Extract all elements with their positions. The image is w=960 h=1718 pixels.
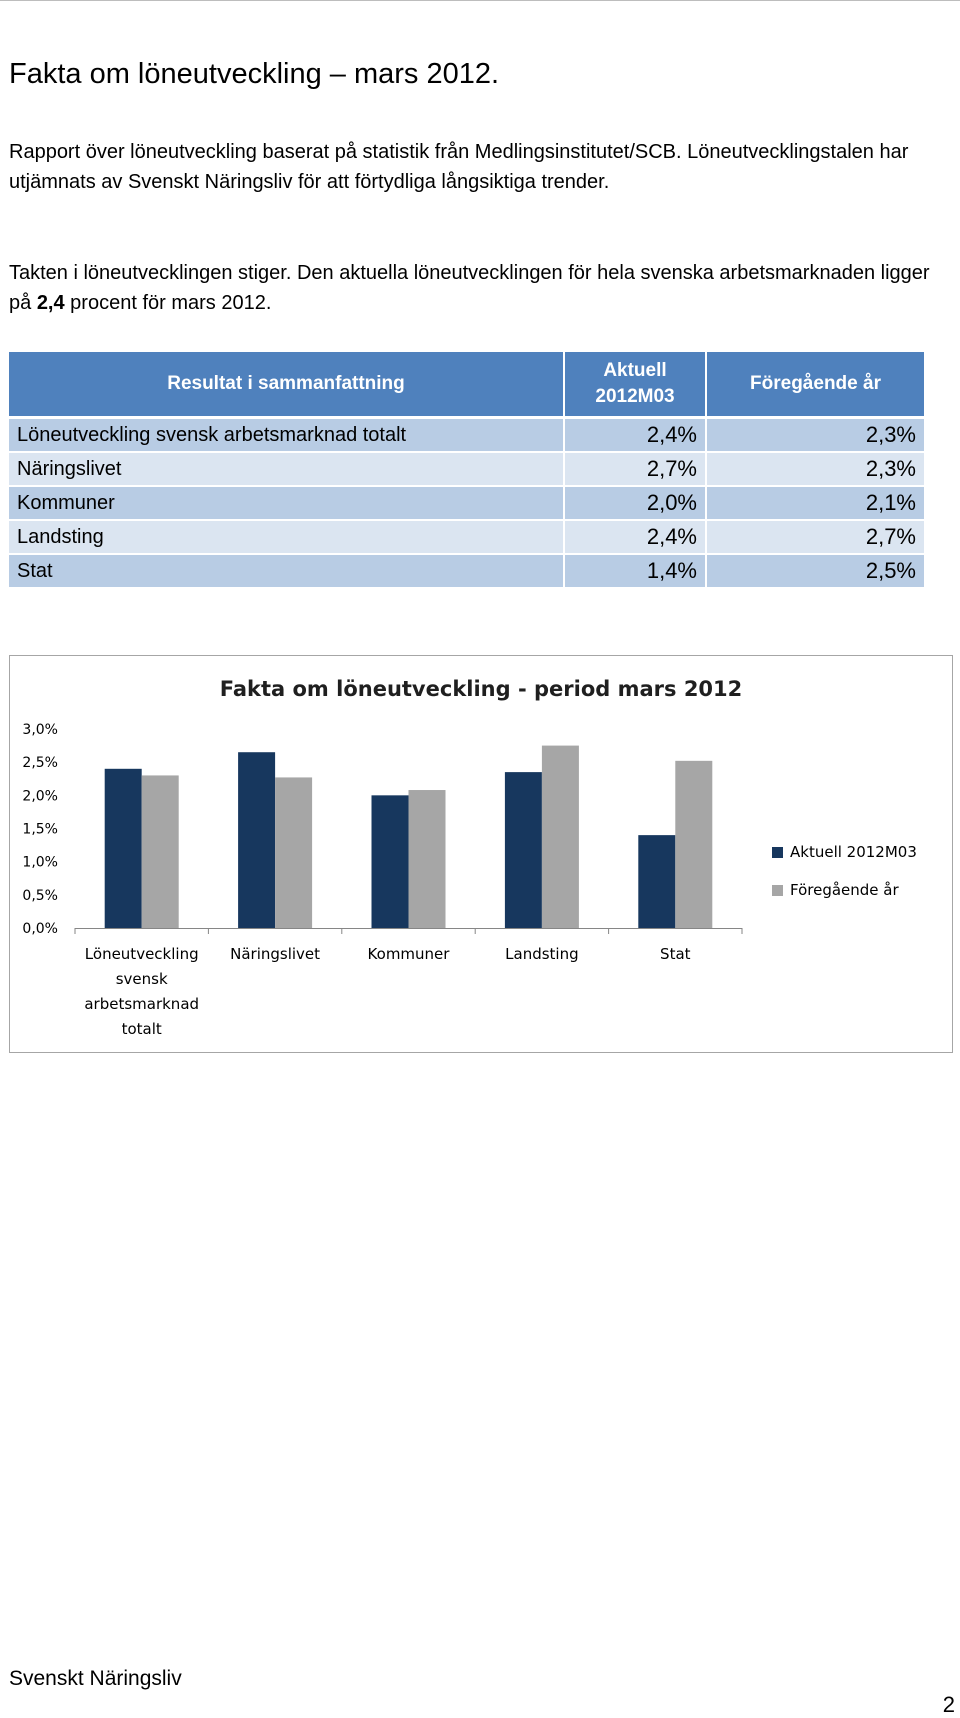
header-current-line2: 2012M03 (595, 386, 675, 407)
footer-org: Svenskt Näringsliv (9, 1667, 182, 1690)
y-tick-label: 2,5% (22, 755, 58, 772)
bar-current (238, 752, 275, 928)
row-previous: 2,5% (706, 554, 925, 588)
legend-swatch (772, 847, 783, 858)
legend-label: Aktuell 2012M03 (790, 843, 917, 861)
table-row (9, 418, 925, 453)
y-tick-label: 1,0% (22, 854, 58, 871)
x-category-label: Löneutveckling (84, 945, 199, 963)
legend-label: Föregående år (790, 881, 899, 899)
row-current: 2,0% (564, 486, 706, 520)
summary-text-1: Takten i löneutvecklingen stiger. Den aktuella löneutvecklingen för hela svenska arbetsmarknaden ligger på (9, 262, 930, 314)
bar-previous (542, 746, 579, 928)
table-row (9, 520, 925, 554)
row-previous: 2,1% (706, 486, 925, 520)
header-previous: Föregående år (706, 352, 925, 418)
bar-previous (275, 777, 312, 928)
x-category-label: totalt (121, 1020, 162, 1038)
x-category-label: Stat (660, 945, 691, 963)
row-current: 2,7% (564, 452, 706, 486)
bar-current (372, 795, 409, 928)
row-label: Näringslivet (9, 452, 564, 486)
x-category-label: Landsting (505, 945, 579, 963)
y-tick-label: 3,0% (22, 722, 58, 738)
x-category-label: Näringslivet (230, 945, 321, 963)
summary-highlight-value: 2,4 (36, 292, 65, 314)
x-category-label: Kommuner (367, 945, 450, 963)
summary-text-2: procent för mars 2012. (64, 292, 272, 314)
row-current: 1,4% (564, 554, 706, 588)
y-tick-label: 2,0% (22, 788, 58, 805)
legend-swatch (772, 885, 783, 896)
bar-current (505, 772, 542, 928)
y-tick-label: 0,5% (22, 887, 58, 904)
row-previous: 2,3% (706, 452, 925, 486)
x-category-label: arbetsmarknad (84, 995, 200, 1013)
row-label: Landsting (9, 520, 564, 554)
header-current-line1: Aktuell (603, 360, 667, 381)
bar-current (638, 835, 675, 928)
row-current: 2,4% (564, 520, 706, 554)
bar-previous (675, 761, 712, 928)
bar-previous (142, 775, 179, 928)
row-label: Stat (9, 554, 564, 588)
table-row (9, 486, 925, 520)
row-label: Kommuner (9, 486, 564, 520)
chart-title: Fakta om löneutveckling - period mars 2012 (219, 677, 743, 701)
y-tick-label: 1,5% (22, 821, 58, 838)
table-row (9, 554, 925, 588)
chart-container (9, 655, 953, 1053)
page-number: 2 (942, 1692, 955, 1717)
row-previous: 2,7% (706, 520, 925, 554)
page-title: Fakta om löneutveckling – mars 2012. (9, 58, 500, 90)
summary-paragraph (9, 258, 949, 318)
bar-previous (409, 790, 446, 928)
row-previous: 2,3% (706, 418, 925, 453)
table-row (9, 452, 925, 486)
summary-table (9, 352, 926, 589)
row-label: Löneutveckling svensk arbetsmarknad totalt (9, 418, 564, 453)
row-current: 2,4% (564, 418, 706, 453)
header-current (564, 352, 706, 418)
bar-chart (10, 656, 952, 1052)
header-label: Resultat i sammanfattning (9, 352, 564, 418)
x-category-label: svensk (115, 970, 168, 988)
y-tick-label: 0,0% (22, 921, 58, 937)
bar-current (105, 769, 142, 928)
top-divider (0, 0, 960, 1)
intro-paragraph: Rapport över löneutveckling baserat på statistik från Medlingsinstitutet/SCB. Löneutvecklingstalen har utjämnats av Svenskt Näringsliv för att förtydliga långsiktiga trender. (9, 141, 909, 193)
table-header-row (9, 352, 925, 418)
